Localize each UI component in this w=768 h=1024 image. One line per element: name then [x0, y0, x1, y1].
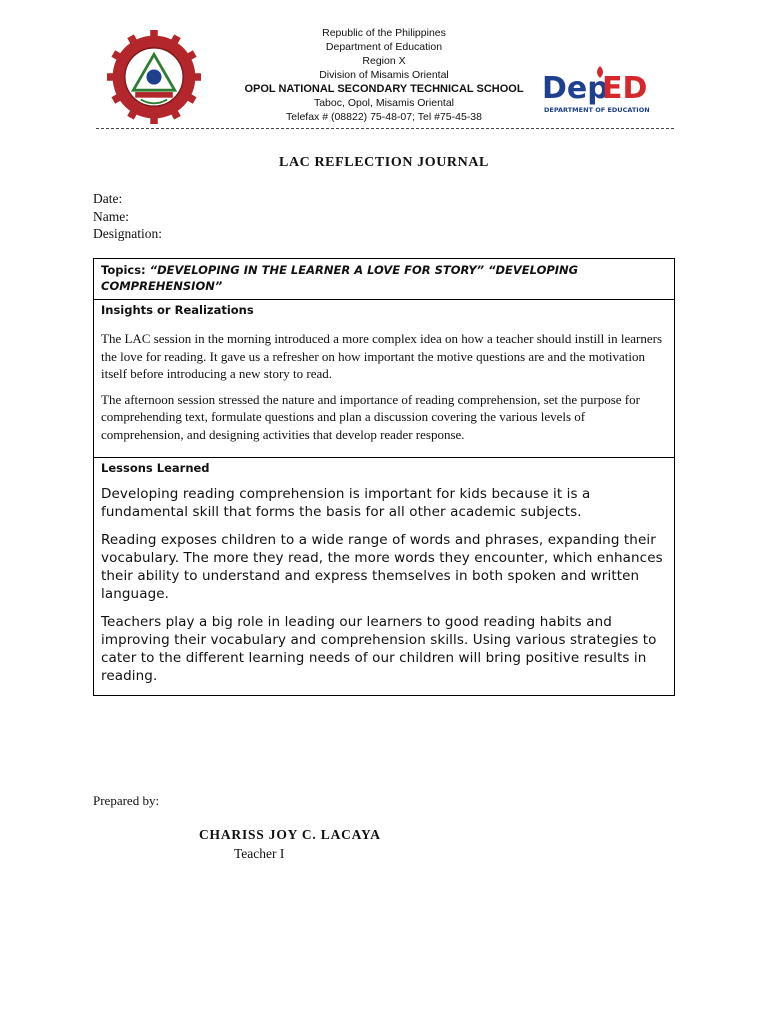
letterhead-line-division: Division of Misamis Oriental: [319, 69, 449, 81]
designation-label: Designation:: [93, 226, 162, 241]
signer-name: CHARISS JOY C. LACAYA: [199, 827, 381, 842]
topics-value: “DEVELOPING IN THE LEARNER A LOVE FOR STORY” “DEVELOPING COMPREHENSION”: [101, 263, 579, 293]
svg-text:Dep: Dep: [542, 71, 609, 106]
name-label: Name:: [93, 208, 129, 224]
school-contact: Telefax # (08822) 75-48-07; Tel #75-45-38: [286, 111, 482, 123]
lesson-paragraph: Teachers play a big role in leading our learners to good reading habits and improving their vocabulary and comprehension skills. Using various strategies to cater to the different learning needs of our children will bring positive results in reading.: [101, 614, 657, 684]
header-fields: [93, 190, 162, 243]
lessons-label: Lessons Learned: [101, 461, 210, 475]
lesson-paragraph: Developing reading comprehension is important for kids because it is a fundamental skill that forms the basis for all other academic subjects.: [101, 486, 591, 520]
school-name: OPOL NATIONAL SECONDARY TECHNICAL SCHOOL: [244, 83, 524, 95]
lesson-paragraph: Reading exposes children to a wide range of words and phrases, expanding their vocabulary. The more they read, the more words they encounter, which enhances their ability to understand and express themselves in both spoken and written language.: [101, 532, 663, 602]
school-address: Taboc, Opol, Misamis Oriental: [313, 97, 455, 109]
header-divider: [96, 128, 674, 129]
school-seal-logo: [107, 30, 201, 124]
topics-row: [94, 259, 674, 300]
document-title: LAC REFLECTION JOURNAL: [279, 155, 489, 170]
letterhead-line-department: Department of Education: [325, 41, 443, 53]
letterhead: [0, 24, 768, 129]
svg-text:DEPARTMENT OF EDUCATION: DEPARTMENT OF EDUCATION: [544, 106, 650, 114]
letterhead-text: [234, 26, 534, 124]
prepared-by-label: Prepared by:: [93, 793, 160, 808]
deped-logo: [540, 62, 658, 122]
date-label: Date:: [93, 191, 123, 206]
topics-label: Topics:: [101, 263, 146, 277]
insights-row: [94, 300, 674, 458]
letterhead-line-region: Region X: [362, 55, 406, 67]
insight-paragraph: The afternoon session stressed the nature and importance of reading comprehension, set the purpose for comprehending text, formulate questions and plan a discussion covering the various levels of comprehension, and designing activities that develop reader response.: [101, 391, 640, 442]
letterhead-line-country: Republic of the Philippines: [322, 27, 446, 39]
signer-role: Teacher I: [234, 846, 285, 861]
lessons-row: [94, 458, 674, 695]
insights-label: Insights or Realizations: [101, 303, 254, 317]
reflection-table: [93, 258, 675, 696]
svg-text:ED: ED: [602, 71, 648, 106]
insight-paragraph: The LAC session in the morning introduced a more complex idea on how a teacher should instill in learners the love for reading. It gave us a refresher on how important the motive questions are and the motivation itself before introducing a new story to read.: [101, 331, 663, 381]
